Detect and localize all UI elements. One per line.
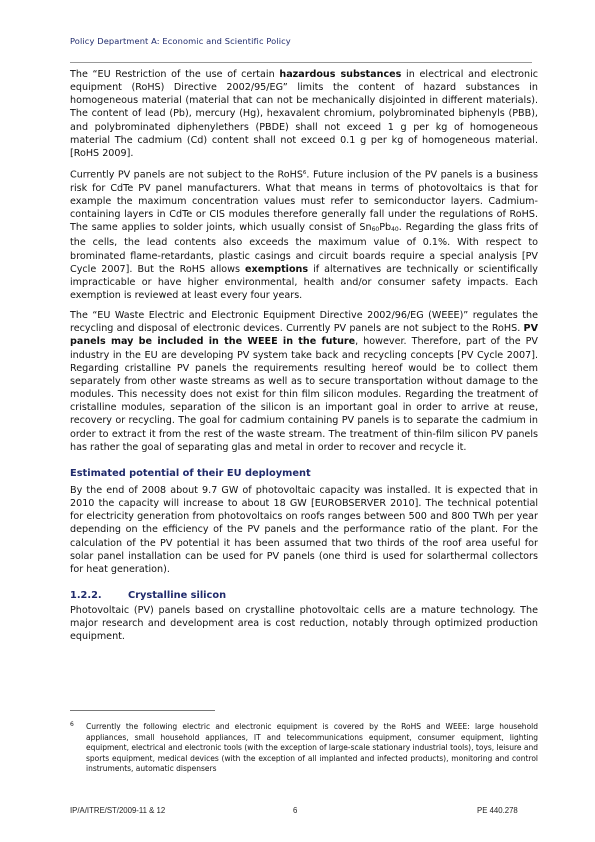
paragraph-weee [70,309,538,454]
text-run: if alternatives are technically or scientifically impracticable or have higher environmental, health and/or consumer safety impacts. Each exemption is reviewed at least every four years. [70,263,538,301]
section-title: Crystalline silicon [128,589,227,601]
footer-page-number: 6 [293,806,298,815]
footnote-reference[interactable]: 6 [302,170,307,177]
text-run: , however. Therefore, part of the PV industry in the EU are developing PV system take back and recycling concepts [PV Cycle 2007]. Regarding cristalline PV panels the requirements resulting hereof would be to collect them separately from other waste streams as well as to secure transportation without damage to the modules. This necessity does not exist for thin film silicon modules. Regarding the treatment of cristalline modules, separation of the silicon is an important goal in order to arrive at reuse, recovery or recycling. The goal for cadmium containing PV panels is to separate the cadmium in order to extract it from the rest of the waste stream. The treatment of thin-film silicon PV panels has rather the goal of separating glas and metal in order to recover and recycle it. [70,336,538,453]
footnote-text: Currently the following electric and electronic equipment is covered by the RoHS and WEEE: large household appliances, small household appliances, IT and telecommunications equipment, consumer equipment, lighting equipment, electrical and electronic tools (with the exception of large-scale stationary industrial tools), toys, leisure and sports equipment, medical devices (with the exception of all implanted and infected products), monitoring and control instruments, automatic dispensers [86,722,538,774]
text-run: The “EU Restriction of the use of certain [70,69,280,80]
footnote-mark: 6 [70,721,74,728]
paragraph-crystalline: Photovoltaic (PV) panels based on crystalline photovoltaic cells are a mature technology. The major research and development area is cost reduction, notably through optimized production equipment. [70,604,538,643]
bold-term: PV panels may be included in the WEEE in the future [70,323,538,348]
text-run: in electrical and electronic equipment (RoHS) Directive 2002/95/EG” limits the content of hazard substances in homogeneous material (material that can not be mechanically disjointed in different materials). The content of lead (Pb), mercury (Hg), hexavalent chromium, polybrominated biphenyls (PBB), and polybrominated diphenylethers (PBDE) shall not exceed 1 g per kg of homogeneous material The cadmium (Cd) content shall not exceed 0.1 g per kg of homogeneous material. [RoHS 2009]. [70,69,539,159]
running-header: Policy Department A: Economic and Scientific Policy [70,36,291,46]
footer-reference: PE 440.278 [477,806,518,815]
text-run: . Future inclusion of the PV panels is a business risk for CdTe PV panel manufacturers. What that means in terms of photovoltaics is that for example the maximum concentration values must refer to semiconductor layers. Cadmium-containing layers in CdTe or CIS modules therefore generally fall under the regulations of RoHS. The same applies to solder joints, which usually consist of Sn [70,169,538,234]
subscript: 40 [391,226,399,234]
bold-term: hazardous substances [279,69,402,80]
footer-doc-id: IP/A/ITRE/ST/2009-11 & 12 [70,806,166,815]
subheading-estimated-potential: Estimated potential of their EU deployment [70,467,311,479]
section-heading [70,589,538,602]
section-number: 1.2.2. [70,589,102,601]
text-run: The “EU Waste Electric and Electronic Equipment Directive 2002/96/EG (WEEE)” regulates the recycling and disposal of electronic devices. Currently PV panels are not subject to the RoHS. [70,310,538,335]
bold-term: exemptions [245,263,309,275]
body-content [70,68,538,650]
paragraph-rohs-pv [70,167,538,302]
footnote [70,722,538,775]
text-run: Currently PV panels are not subject to the RoHS [70,169,303,181]
header-divider [70,62,532,63]
text-run: Pb [379,222,392,234]
subscript: 60 [371,226,380,234]
paragraph-rohs [70,68,538,160]
text-run: . Regarding the glass frits of the cells, the lead contents also exceeds the maximum value of 0.1%. With respect to brominated flame-retardants, plastic casings and circuit boards require a special analysis [PV Cycle 2007]. But the RoHS allows [70,222,538,275]
paragraph-potential: By the end of 2008 about 9.7 GW of photovoltaic capacity was installed. It is expected that in 2010 the capacity will increase to about 18 GW [EUROBSERVER 2010]. The technical potential for electricity generation from photovoltaics on roofs ranges between 500 and 800 TWh per year depending on the efficiency of the PV panels and the performance ratio of the plant. For the calculation of the PV potential it has been assumed that two thirds of the roof area useful for solar panel installation can be used for PV panels (one third is used for solarthermal collectors for heat generation). [70,484,538,575]
footnote-divider [70,710,215,711]
